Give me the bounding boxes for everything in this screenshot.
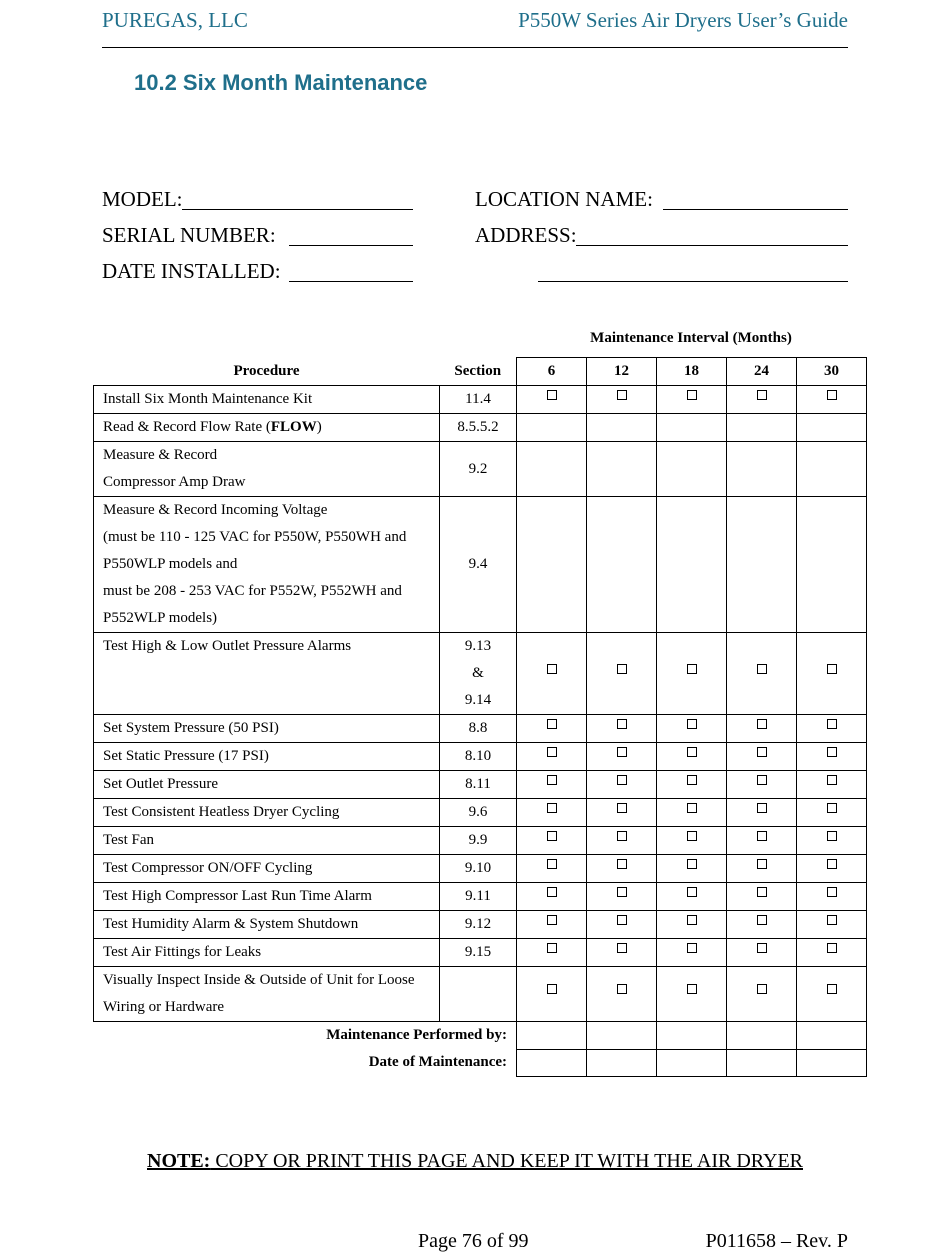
section-cell: 9.15	[440, 939, 517, 967]
checkbox[interactable]	[617, 887, 627, 897]
procedure-cell	[94, 855, 440, 883]
interval-cell	[587, 633, 657, 715]
interval-cell	[727, 771, 797, 799]
interval-cell	[587, 386, 657, 414]
procedure-cell	[94, 799, 440, 827]
date-cell[interactable]	[587, 1049, 657, 1076]
procedure-text: Test High & Low Outlet Pressure Alarms	[103, 638, 352, 654]
table-row	[94, 414, 867, 442]
procedure-text: Read & Record Flow Rate (FLOW)	[103, 419, 322, 435]
guide-title: P550W Series Air Dryers User’s Guide	[518, 8, 848, 32]
checkbox[interactable]	[687, 803, 697, 813]
maintenance-table-body	[94, 386, 867, 1022]
checkbox[interactable]	[617, 664, 627, 674]
interval-cell	[727, 743, 797, 771]
month-column-header: 12	[587, 358, 657, 386]
section-cell: 8.8	[440, 715, 517, 743]
procedure-text: Measure & Record	[103, 447, 218, 463]
procedure-cell	[94, 911, 440, 939]
interval-cell	[797, 827, 867, 855]
interval-cell	[517, 967, 587, 1022]
interval-cell	[727, 967, 797, 1022]
interval-cell	[657, 967, 727, 1022]
interval-cell	[517, 771, 587, 799]
month-column-header: 24	[727, 358, 797, 386]
table-row	[94, 827, 867, 855]
checkbox[interactable]	[827, 803, 837, 813]
checkbox[interactable]	[827, 775, 837, 785]
date-cell[interactable]	[517, 1049, 587, 1076]
procedure-text: Install Six Month Maintenance Kit	[103, 391, 313, 407]
procedure-cell	[94, 827, 440, 855]
procedure-column-header: Procedure	[233, 362, 300, 379]
procedure-text: Test Humidity Alarm & System Shutdown	[103, 916, 359, 932]
date-cell[interactable]	[727, 1049, 797, 1076]
signature-cell[interactable]	[797, 1022, 867, 1050]
procedure-text: P550WLP models and	[103, 556, 238, 572]
interval-cell	[727, 414, 797, 442]
interval-cell	[517, 715, 587, 743]
checkbox[interactable]	[757, 719, 767, 729]
table-row	[94, 633, 867, 715]
interval-cell	[727, 855, 797, 883]
checkbox[interactable]	[617, 719, 627, 729]
checkbox[interactable]	[827, 719, 837, 729]
section-cell: 8.11	[440, 771, 517, 799]
checkbox[interactable]	[757, 943, 767, 953]
interval-cell	[727, 386, 797, 414]
section-cell: 8.5.5.2	[440, 414, 517, 442]
interval-cell	[587, 911, 657, 939]
interval-cell	[727, 827, 797, 855]
interval-cell	[797, 715, 867, 743]
procedure-cell	[94, 386, 440, 414]
procedure-text: Wiring or Hardware	[103, 999, 225, 1015]
checkbox[interactable]	[547, 803, 557, 813]
checkbox[interactable]	[617, 831, 627, 841]
interval-cell	[797, 414, 867, 442]
interval-cell	[797, 743, 867, 771]
table-row	[94, 715, 867, 743]
checkbox[interactable]	[547, 831, 557, 841]
interval-cell	[657, 442, 727, 497]
model-blank-line	[182, 209, 413, 210]
checkbox[interactable]	[757, 984, 767, 994]
performed-by-label: Maintenance Performed by:	[326, 1027, 507, 1043]
checkbox[interactable]	[757, 390, 767, 400]
procedure-text: Test High Compressor Last Run Time Alarm	[103, 888, 372, 904]
interval-cell	[727, 442, 797, 497]
address-blank-line	[576, 245, 848, 246]
interval-cell	[657, 743, 727, 771]
procedure-text: Test Fan	[103, 832, 155, 848]
interval-cell	[727, 799, 797, 827]
section-title: 10.2 Six Month Maintenance	[134, 70, 428, 95]
checkbox[interactable]	[687, 943, 697, 953]
interval-cell	[727, 883, 797, 911]
checkbox[interactable]	[827, 943, 837, 953]
checkbox[interactable]	[617, 859, 627, 869]
checkbox[interactable]	[547, 859, 557, 869]
interval-cell	[797, 442, 867, 497]
procedure-cell	[94, 414, 440, 442]
checkbox[interactable]	[827, 664, 837, 674]
checkbox[interactable]	[757, 887, 767, 897]
procedure-cell	[94, 442, 440, 497]
checkbox[interactable]	[827, 915, 837, 925]
interval-cell	[587, 939, 657, 967]
interval-cell	[797, 633, 867, 715]
section-cell	[440, 967, 517, 1022]
checkbox[interactable]	[757, 747, 767, 757]
header-divider	[102, 47, 848, 48]
checkbox[interactable]	[687, 390, 697, 400]
checkbox[interactable]	[547, 887, 557, 897]
section-column-header: Section	[454, 362, 502, 379]
checkbox[interactable]	[757, 859, 767, 869]
interval-cell	[587, 442, 657, 497]
table-row	[94, 771, 867, 799]
interval-cell	[517, 386, 587, 414]
checkbox[interactable]	[547, 719, 557, 729]
checkbox[interactable]	[687, 984, 697, 994]
serial-number-label: SERIAL NUMBER:	[102, 223, 276, 247]
maintenance-table	[93, 357, 867, 1077]
checkbox[interactable]	[547, 943, 557, 953]
interval-cell	[517, 743, 587, 771]
checkbox[interactable]	[687, 664, 697, 674]
section-cell: 9.4	[440, 497, 517, 633]
procedure-cell	[94, 743, 440, 771]
interval-cell	[797, 799, 867, 827]
performed-by-row	[94, 1022, 867, 1050]
checkbox[interactable]	[757, 915, 767, 925]
interval-cell	[587, 743, 657, 771]
date-cell[interactable]	[657, 1049, 727, 1076]
interval-cell	[517, 497, 587, 633]
table-row	[94, 442, 867, 497]
procedure-text: P552WLP models)	[103, 610, 218, 626]
checkbox[interactable]	[757, 775, 767, 785]
table-row	[94, 939, 867, 967]
section-cell: 9.2	[440, 442, 517, 497]
interval-cell	[517, 939, 587, 967]
date-of-maintenance-row	[94, 1049, 867, 1076]
date-installed-blank-line	[289, 281, 413, 282]
note-key: NOTE:	[147, 1150, 211, 1172]
checkbox[interactable]	[617, 775, 627, 785]
signature-cell[interactable]	[517, 1022, 587, 1050]
interval-cell	[657, 715, 727, 743]
table-row	[94, 743, 867, 771]
interval-cell	[657, 633, 727, 715]
checkbox[interactable]	[827, 831, 837, 841]
interval-cell	[517, 855, 587, 883]
checkbox[interactable]	[827, 887, 837, 897]
interval-cell	[517, 414, 587, 442]
procedure-cell	[94, 715, 440, 743]
procedure-text	[103, 660, 439, 687]
procedure-cell	[94, 771, 440, 799]
interval-cell	[587, 855, 657, 883]
note	[0, 1150, 950, 1173]
month-column-header: 18	[657, 358, 727, 386]
procedure-text: Test Air Fittings for Leaks	[103, 944, 262, 960]
address-second-blank-line	[538, 281, 848, 282]
interval-cell	[657, 414, 727, 442]
procedure-text: Set Outlet Pressure	[103, 776, 218, 792]
checkbox[interactable]	[757, 664, 767, 674]
interval-cell	[657, 855, 727, 883]
section-cell: 11.4	[440, 386, 517, 414]
checkbox[interactable]	[827, 984, 837, 994]
interval-cell	[727, 939, 797, 967]
checkbox[interactable]	[547, 664, 557, 674]
procedure-cell	[94, 967, 440, 1022]
section-cell: 9.10	[440, 855, 517, 883]
interval-cell	[797, 883, 867, 911]
checkbox[interactable]	[687, 747, 697, 757]
checkbox[interactable]	[687, 831, 697, 841]
date-installed-label: DATE INSTALLED:	[102, 259, 281, 283]
address-label: ADDRESS:	[475, 223, 577, 247]
table-row	[94, 855, 867, 883]
section-cell: 9.12	[440, 911, 517, 939]
signature-cell[interactable]	[727, 1022, 797, 1050]
interval-cell	[517, 633, 587, 715]
table-row	[94, 883, 867, 911]
maintenance-interval-title: Maintenance Interval (Months)	[590, 330, 792, 346]
interval-cell	[587, 883, 657, 911]
checkbox[interactable]	[547, 390, 557, 400]
section-cell: 9.11	[440, 883, 517, 911]
interval-cell	[587, 497, 657, 633]
checkbox[interactable]	[687, 859, 697, 869]
procedure-cell	[94, 633, 440, 715]
page-number: Page 76 of 99	[418, 1230, 529, 1252]
interval-cell	[587, 827, 657, 855]
interval-cell	[727, 633, 797, 715]
location-name-blank-line	[663, 209, 848, 210]
signature-cell[interactable]	[587, 1022, 657, 1050]
checkbox[interactable]	[547, 775, 557, 785]
interval-cell	[517, 911, 587, 939]
note-text: COPY OR PRINT THIS PAGE AND KEEP IT WITH THE AIR DRYER	[210, 1150, 803, 1172]
signature-cell[interactable]	[657, 1022, 727, 1050]
checkbox[interactable]	[687, 887, 697, 897]
checkbox[interactable]	[827, 747, 837, 757]
interval-cell	[797, 497, 867, 633]
procedure-text: Visually Inspect Inside & Outside of Unit for Loose	[103, 972, 415, 988]
interval-cell	[797, 911, 867, 939]
procedure-text: (must be 110 - 125 VAC for P550W, P550WH and	[103, 529, 407, 545]
table-row	[94, 967, 867, 1022]
checkbox[interactable]	[687, 719, 697, 729]
table-header-row	[94, 358, 867, 386]
procedure-cell	[94, 883, 440, 911]
interval-cell	[657, 827, 727, 855]
interval-cell	[657, 771, 727, 799]
section-cell: 9.6	[440, 799, 517, 827]
company-name: PUREGAS, LLC	[102, 8, 248, 32]
checkbox[interactable]	[687, 775, 697, 785]
checkbox[interactable]	[687, 915, 697, 925]
procedure-text: Compressor Amp Draw	[103, 474, 246, 490]
interval-cell	[587, 715, 657, 743]
interval-cell	[797, 967, 867, 1022]
interval-cell	[657, 497, 727, 633]
interval-cell	[517, 827, 587, 855]
checkbox[interactable]	[827, 390, 837, 400]
procedure-text: Set System Pressure (50 PSI)	[103, 720, 279, 736]
interval-cell	[517, 799, 587, 827]
location-name-label: LOCATION NAME:	[475, 187, 653, 211]
checkbox[interactable]	[547, 747, 557, 757]
interval-cell	[587, 771, 657, 799]
interval-cell	[657, 939, 727, 967]
procedure-text: Test Compressor ON/OFF Cycling	[103, 860, 313, 876]
interval-cell	[517, 883, 587, 911]
document-number: P011658 – Rev. P	[705, 1230, 848, 1252]
table-row	[94, 799, 867, 827]
interval-cell	[797, 939, 867, 967]
procedure-cell	[94, 939, 440, 967]
section-cell: 9.13 & 9.14	[440, 633, 517, 715]
month-column-header: 30	[797, 358, 867, 386]
interval-cell	[587, 799, 657, 827]
procedure-text: Test Consistent Heatless Dryer Cycling	[103, 804, 340, 820]
checkbox[interactable]	[617, 803, 627, 813]
interval-cell	[797, 386, 867, 414]
checkbox[interactable]	[617, 747, 627, 757]
interval-cell	[587, 414, 657, 442]
interval-cell	[657, 386, 727, 414]
serial-number-blank-line	[289, 245, 413, 246]
date-of-maintenance-label: Date of Maintenance:	[368, 1054, 507, 1070]
checkbox[interactable]	[617, 943, 627, 953]
table-row	[94, 497, 867, 633]
checkbox[interactable]	[617, 390, 627, 400]
table-row	[94, 911, 867, 939]
procedure-text: must be 208 - 253 VAC for P552W, P552WH and	[103, 583, 402, 599]
interval-cell	[587, 967, 657, 1022]
interval-cell	[727, 715, 797, 743]
checkbox[interactable]	[547, 984, 557, 994]
checkbox[interactable]	[757, 831, 767, 841]
interval-cell	[517, 442, 587, 497]
section-cell: 8.10	[440, 743, 517, 771]
checkbox[interactable]	[827, 859, 837, 869]
interval-cell	[657, 883, 727, 911]
section-cell: 9.9	[440, 827, 517, 855]
checkbox[interactable]	[617, 915, 627, 925]
month-column-header: 6	[517, 358, 587, 386]
interval-cell	[727, 497, 797, 633]
date-cell[interactable]	[797, 1049, 867, 1076]
procedure-cell	[94, 497, 440, 633]
checkbox[interactable]	[547, 915, 557, 925]
table-row	[94, 386, 867, 414]
interval-cell	[797, 855, 867, 883]
procedure-text: Measure & Record Incoming Voltage	[103, 502, 328, 518]
checkbox[interactable]	[757, 803, 767, 813]
model-label: MODEL:	[102, 187, 183, 211]
procedure-text: Set Static Pressure (17 PSI)	[103, 748, 269, 764]
interval-cell	[657, 911, 727, 939]
checkbox[interactable]	[617, 984, 627, 994]
interval-cell	[657, 799, 727, 827]
interval-cell	[727, 911, 797, 939]
interval-cell	[797, 771, 867, 799]
